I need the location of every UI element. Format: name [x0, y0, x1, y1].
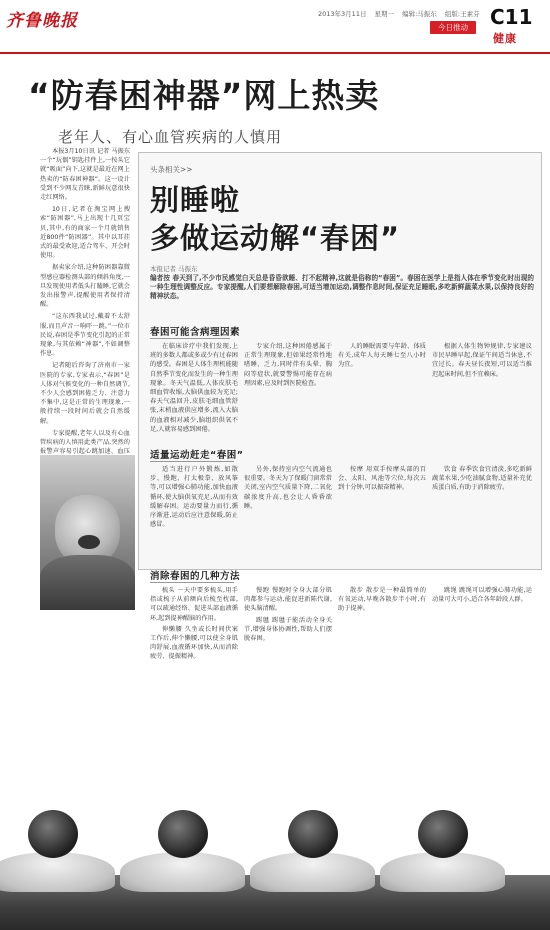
sidebar-column [150, 342, 238, 432]
masthead-divider [0, 52, 550, 54]
section-paragraph: 在临床诊疗中我们发现,上班的多数人都或多或少有过春困的感受。春困是人体生理机能随自然季节变化而发生的一种生理现象。冬天气温低,人体皮肤毛细血管收缩,大脑供血较为充足;春天气温回升,皮肤毛细血管舒张,末梢血液供应增多,流入大脑的血液相对减少,脑组织供氧不足,人就容易感到困倦。 [150, 343, 238, 432]
sleeper-arm [0, 852, 115, 892]
sidebar-column [338, 586, 426, 776]
section-underline [150, 461, 234, 462]
sleeping-person [380, 800, 505, 910]
article-headline: “防春困神器”网上热卖 [28, 76, 380, 115]
section-paragraph: 专家介绍,这种困倦感属于正常生理现象,但如果经常性地嗜睡、乏力,同时伴有头晕、胸闷等症状,就要警惕可能存在病理因素,应及时到医院检查。 [244, 343, 332, 387]
article-paragraph: 本报3月10日讯 记者 马振东 一个“玩偶”钥匙挂件上,一按头它就“吸面”向下,这就是最近在网上热卖的“防春困神器”。这一设计受到不少网友青睐,新鲜玩意很快走红网络。 [40, 148, 130, 202]
article-paragraph: 据卖家介绍,这种防困器靠微型感应器检测头部的倾斜角度,一旦发现使用者低头打瞌睡,它就会发出报警声,提醒使用者保持清醒。 [40, 264, 130, 309]
sidebar-lead: 编者按 春天到了,不少市民感觉白天总是昏昏欲睡、打不起精神,这就是俗称的“春困”。春困在医学上是指人体在季节变化时出现的一种生理性调整反应。专家提醒,人们要想解除春困,可适当增加运动,调整作息时间,保证充足睡眠,多吃新鲜蔬菜水果,以保持良好的精神状态。 [150, 274, 534, 300]
section-paragraph: 慢跑 慢跑时全身大部分肌肉都参与运动,能促进新陈代谢,使头脑清醒。 [244, 587, 332, 613]
sleeper-arm [120, 852, 245, 892]
article-paragraph: 10日,记者在淘宝网上搜索“防困器”,马上出现十几页宝贝,其中,有的商家一个月就销售近800件“防困器”。其中以耳挂式的最受欢迎,适合驾车、开会时使用。 [40, 206, 130, 260]
issue-date: 2013年3月11日 [318, 10, 367, 18]
section-paragraph: 按摩 用双手按摩头部的百会、太阳、风池等穴位,每次五到十分钟,可以振奋精神。 [338, 466, 426, 492]
sleeping-person [250, 800, 375, 910]
sidebar-column [150, 465, 238, 565]
sleeper-arm [380, 852, 505, 892]
sidebar-title-line1: 别睡啦 [150, 183, 241, 217]
sleeping-person [0, 800, 115, 910]
sleeper-arm [250, 852, 375, 892]
sidebar-column [338, 342, 426, 432]
sidebar-title-line2: 多做运动解“春困” [150, 221, 401, 255]
section-paragraph: 梳头 一天中要多梳头,用手指或梳子从前额向后梳至枕部,可以疏通经络、促进头部血液循环,起到提神醒脑的作用。 [150, 587, 238, 622]
section-name: 健康 [493, 32, 517, 45]
sidebar-column [150, 586, 238, 776]
section-paragraph: 另外,保持室内空气流通也很重要。冬天为了保暖门窗常常关闭,室内空气质量下降,二氧化碳浓度升高,也会让人昏昏欲睡。 [244, 466, 332, 510]
sidebar-column [432, 586, 532, 776]
section-underline [150, 582, 234, 583]
section-paragraph: 饮食 春季饮食宜清淡,多吃新鲜蔬菜水果,少吃油腻食物,适量补充优质蛋白质,有助于消除疲劳。 [432, 466, 532, 492]
sidebar-column [244, 465, 332, 565]
sleeper-head [158, 810, 208, 858]
issue-layout: 组版:王素芬 [444, 10, 480, 18]
section-paragraph: 跳绳 跳绳可以增强心肺功能,运动量可大可小,适合各年龄段人群。 [432, 587, 532, 604]
section-paragraph: 根据人体生物钟规律,专家建议市民早睡早起,保证午间适当休息,不宜过长。春天昼长夜短,可以适当推迟起床时间,但不宜赖床。 [432, 343, 532, 378]
sidebar-column [432, 342, 532, 432]
sleeper-head [288, 810, 338, 858]
paper-logo: 齐鲁晚报 [6, 11, 78, 31]
section-heading: 春困可能含病理因素 [150, 327, 241, 338]
sleeper-head [28, 810, 78, 858]
section-paragraph: 人的睡眠需要与年龄、体质有关,成年人每天睡七至八小时为宜。 [338, 343, 426, 369]
sleeping-people-photo [0, 780, 550, 930]
section-heading: 适量运动赶走“春困” [150, 450, 244, 461]
article-paragraph: 专家提醒,老年人以及有心血管疾病的人慎用此类产品,突然的报警声容易引起心跳加速、血压 [40, 429, 130, 456]
section-underline [150, 338, 230, 339]
sidebar-column [432, 465, 532, 565]
section-paragraph: 伸懒腰 久坐或长时间伏案工作后,伸个懒腰,可以使全身肌肉舒展,血液循环加快,从而消除疲劳、提振精神。 [150, 625, 238, 661]
issue-info [318, 9, 486, 18]
yawning-person-photo [40, 455, 135, 610]
sidebar-column [338, 465, 426, 565]
sidebar-column [244, 342, 332, 432]
article-paragraph: 记者随后咨询了济南市一家医院的专家,专家表示,“春困”是人体对气候变化的一种自然调节,不少人会感到困倦乏力、注意力不集中,这是正常的生理现象,一般持续一段时间后就会自然缓解。 [40, 362, 130, 425]
page-number: C11 [490, 5, 533, 29]
sidebar-kicker: 头条相关>> [150, 165, 193, 174]
section-heading: 消除春困的几种方法 [150, 571, 241, 582]
sleeping-person [120, 800, 245, 910]
article-subhead: 老年人、有心血管疾病的人慎用 [58, 128, 283, 146]
issue-editor: 编辑:马振东 [402, 10, 437, 18]
article-paragraph: “这东西我试过,戴着不太舒服,而且声音一响吓一跳。”一位市民说,春困是季节变化引起的正常现象,与其依赖“神器”,不如调整作息。 [40, 313, 130, 358]
section-paragraph: 适当进行户外锻炼,如散步、慢跑、打太极拳、放风筝等,可以增强心肺功能,加快血液循环,使大脑供氧充足,从而有效缓解春困。运动要量力而行,循序渐进,运动后应注意保暖,防止感冒。 [150, 466, 238, 529]
section-paragraph: 踢毽 踢毽子能活动全身关节,增强身体协调性,帮助人们摆脱春困。 [244, 616, 332, 643]
sidebar-column [244, 586, 332, 776]
today-tag: 今日推动 [430, 21, 476, 34]
photo-hand [40, 555, 135, 610]
issue-weekday: 星期一 [374, 10, 395, 18]
sleeper-head [418, 810, 468, 858]
section-paragraph: 散步 散步是一种最简单的有氧运动,早晚各散步半小时,有助于提神。 [338, 587, 426, 613]
masthead [0, 0, 550, 45]
photo-mouth [78, 535, 100, 549]
sidebar-byline: 本报记者 马振东 [150, 265, 198, 273]
